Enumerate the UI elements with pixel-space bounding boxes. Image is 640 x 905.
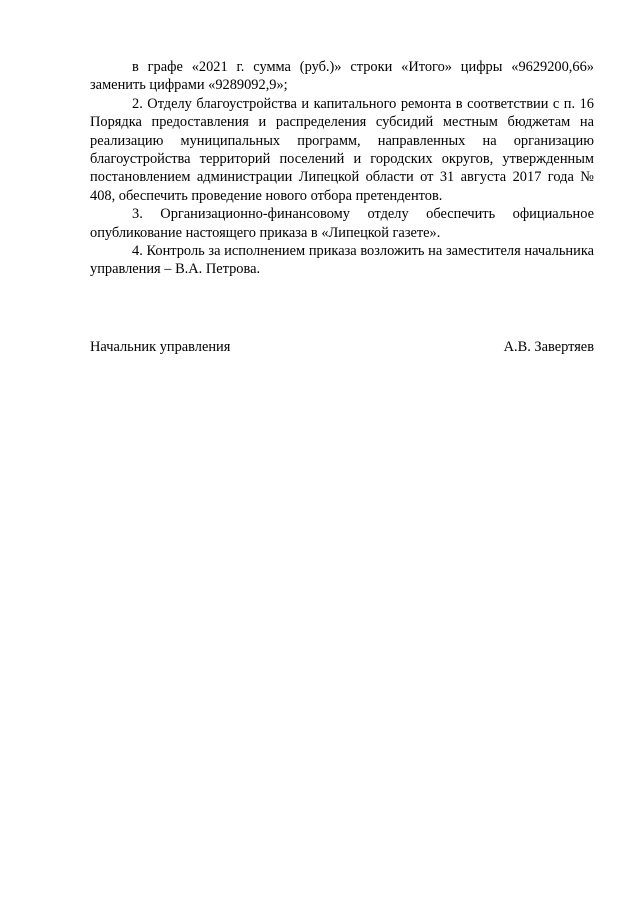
paragraph-amendment: в графе «2021 г. сумма (руб.)» строки «Итого» цифры «9629200,66» заменить цифрами «9289092,9»; bbox=[90, 59, 594, 94]
paragraph-item-4: 4. Контроль за исполнением приказа возложить на заместителя начальника управления – В.А. Петрова. bbox=[90, 243, 594, 278]
document-body bbox=[90, 58, 594, 279]
paragraph-item-2: 2. Отделу благоустройства и капитального ремонта в соответствии с п. 16 Порядка предоставления и распределения субсидий местным бюджетам на реализацию муниципальных программ, направленных на организацию благоустройства территорий поселений и городских округов, утвержденным постановлением администрации Липецкой области от 31 августа 2017 года № 408, обеспечить проведение нового отбора претендентов. bbox=[90, 95, 594, 204]
signature-name: А.В. Завертяев bbox=[503, 339, 594, 355]
signature-position: Начальник управления bbox=[90, 339, 231, 355]
signature-block bbox=[90, 338, 594, 356]
paragraph-item-3: 3. Организационно-финансовому отделу обеспечить официальное опубликование настоящего приказа в «Липецкой газете». bbox=[90, 206, 594, 241]
